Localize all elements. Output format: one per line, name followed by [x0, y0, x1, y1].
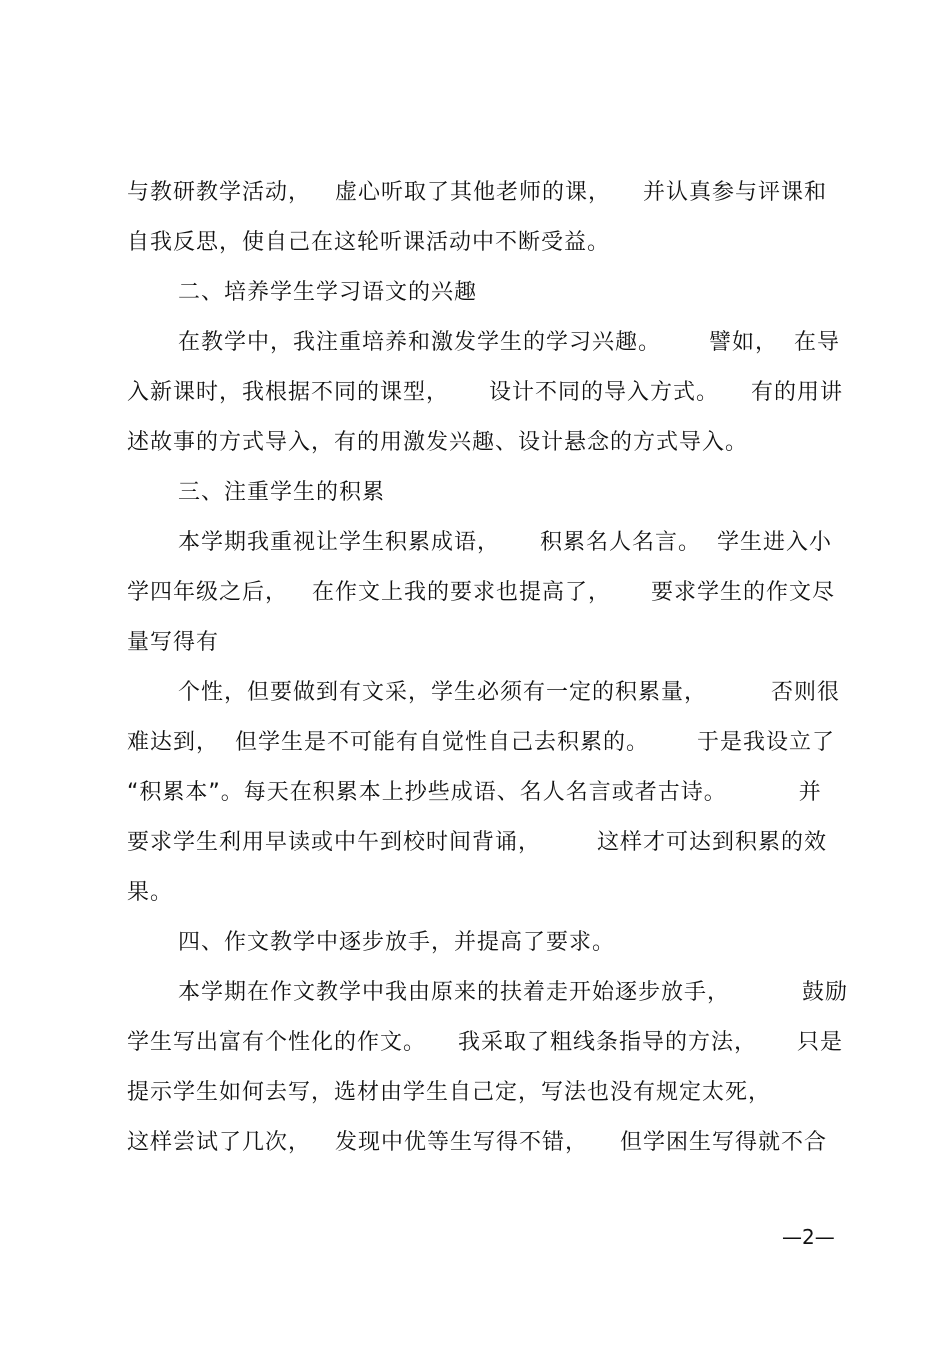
paragraph-line: 个性，但要做到有文采，学生必须有一定的积累量， 否则很 — [178, 680, 840, 705]
paragraph-line: 学四年级之后， 在作文上我的要求也提高了， 要求学生的作文尽 — [127, 580, 835, 605]
paragraph-line: 学生写出富有个性化的作文。 我采取了粗线条指导的方法， 只是 — [127, 1030, 843, 1055]
paragraph-line: 难达到， 但学生是不可能有自觉性自己去积累的。 于是我设立了 — [127, 730, 835, 755]
paragraph-line: 在教学中，我注重培养和激发学生的学习兴趣。 譬如， 在导 — [178, 330, 840, 355]
paragraph-line: 这样尝试了几次， 发现中优等生写得不错， 但学困生写得就不合 — [127, 1130, 827, 1155]
paragraph-line: 要求学生利用早读或中午到校时间背诵， 这样才可达到积累的效 — [127, 830, 827, 855]
paragraph-line: 量写得有 — [127, 630, 220, 655]
paragraph-line: 入新课时，我根据不同的课型， 设计不同的导入方式。 有的用讲 — [127, 380, 843, 405]
paragraph-line: 自我反思，使自己在这轮听课活动中不断受益。 — [127, 230, 611, 255]
paragraph-line: 提示学生如何去写，选材由学生自己定，写法也没有规定太死， — [127, 1080, 772, 1105]
paragraph-line: 本学期在作文教学中我由原来的扶着走开始逐步放手， 鼓励 — [178, 980, 848, 1005]
section-heading: 四、作文教学中逐步放手，并提高了要求。 — [178, 930, 616, 955]
page-number: —2— — [782, 1225, 835, 1249]
section-heading: 三、注重学生的积累 — [178, 480, 386, 505]
paragraph-line: “积累本”。每天在积累本上抄些成语、名人名言或者古诗。 并 — [127, 780, 822, 805]
paragraph-line: 果。 — [127, 880, 174, 905]
paragraph-line: 本学期我重视让学生积累成语， 积累名人名言。 学生进入小 — [178, 530, 832, 555]
paragraph-line: 述故事的方式导入，有的用激发兴趣、设计悬念的方式导入。 — [127, 430, 749, 455]
section-heading: 二、培养学生学习语文的兴趣 — [178, 280, 478, 305]
paragraph-line: 与教研教学活动， 虚心听取了其他老师的课， 并认真参与评课和 — [127, 180, 827, 205]
